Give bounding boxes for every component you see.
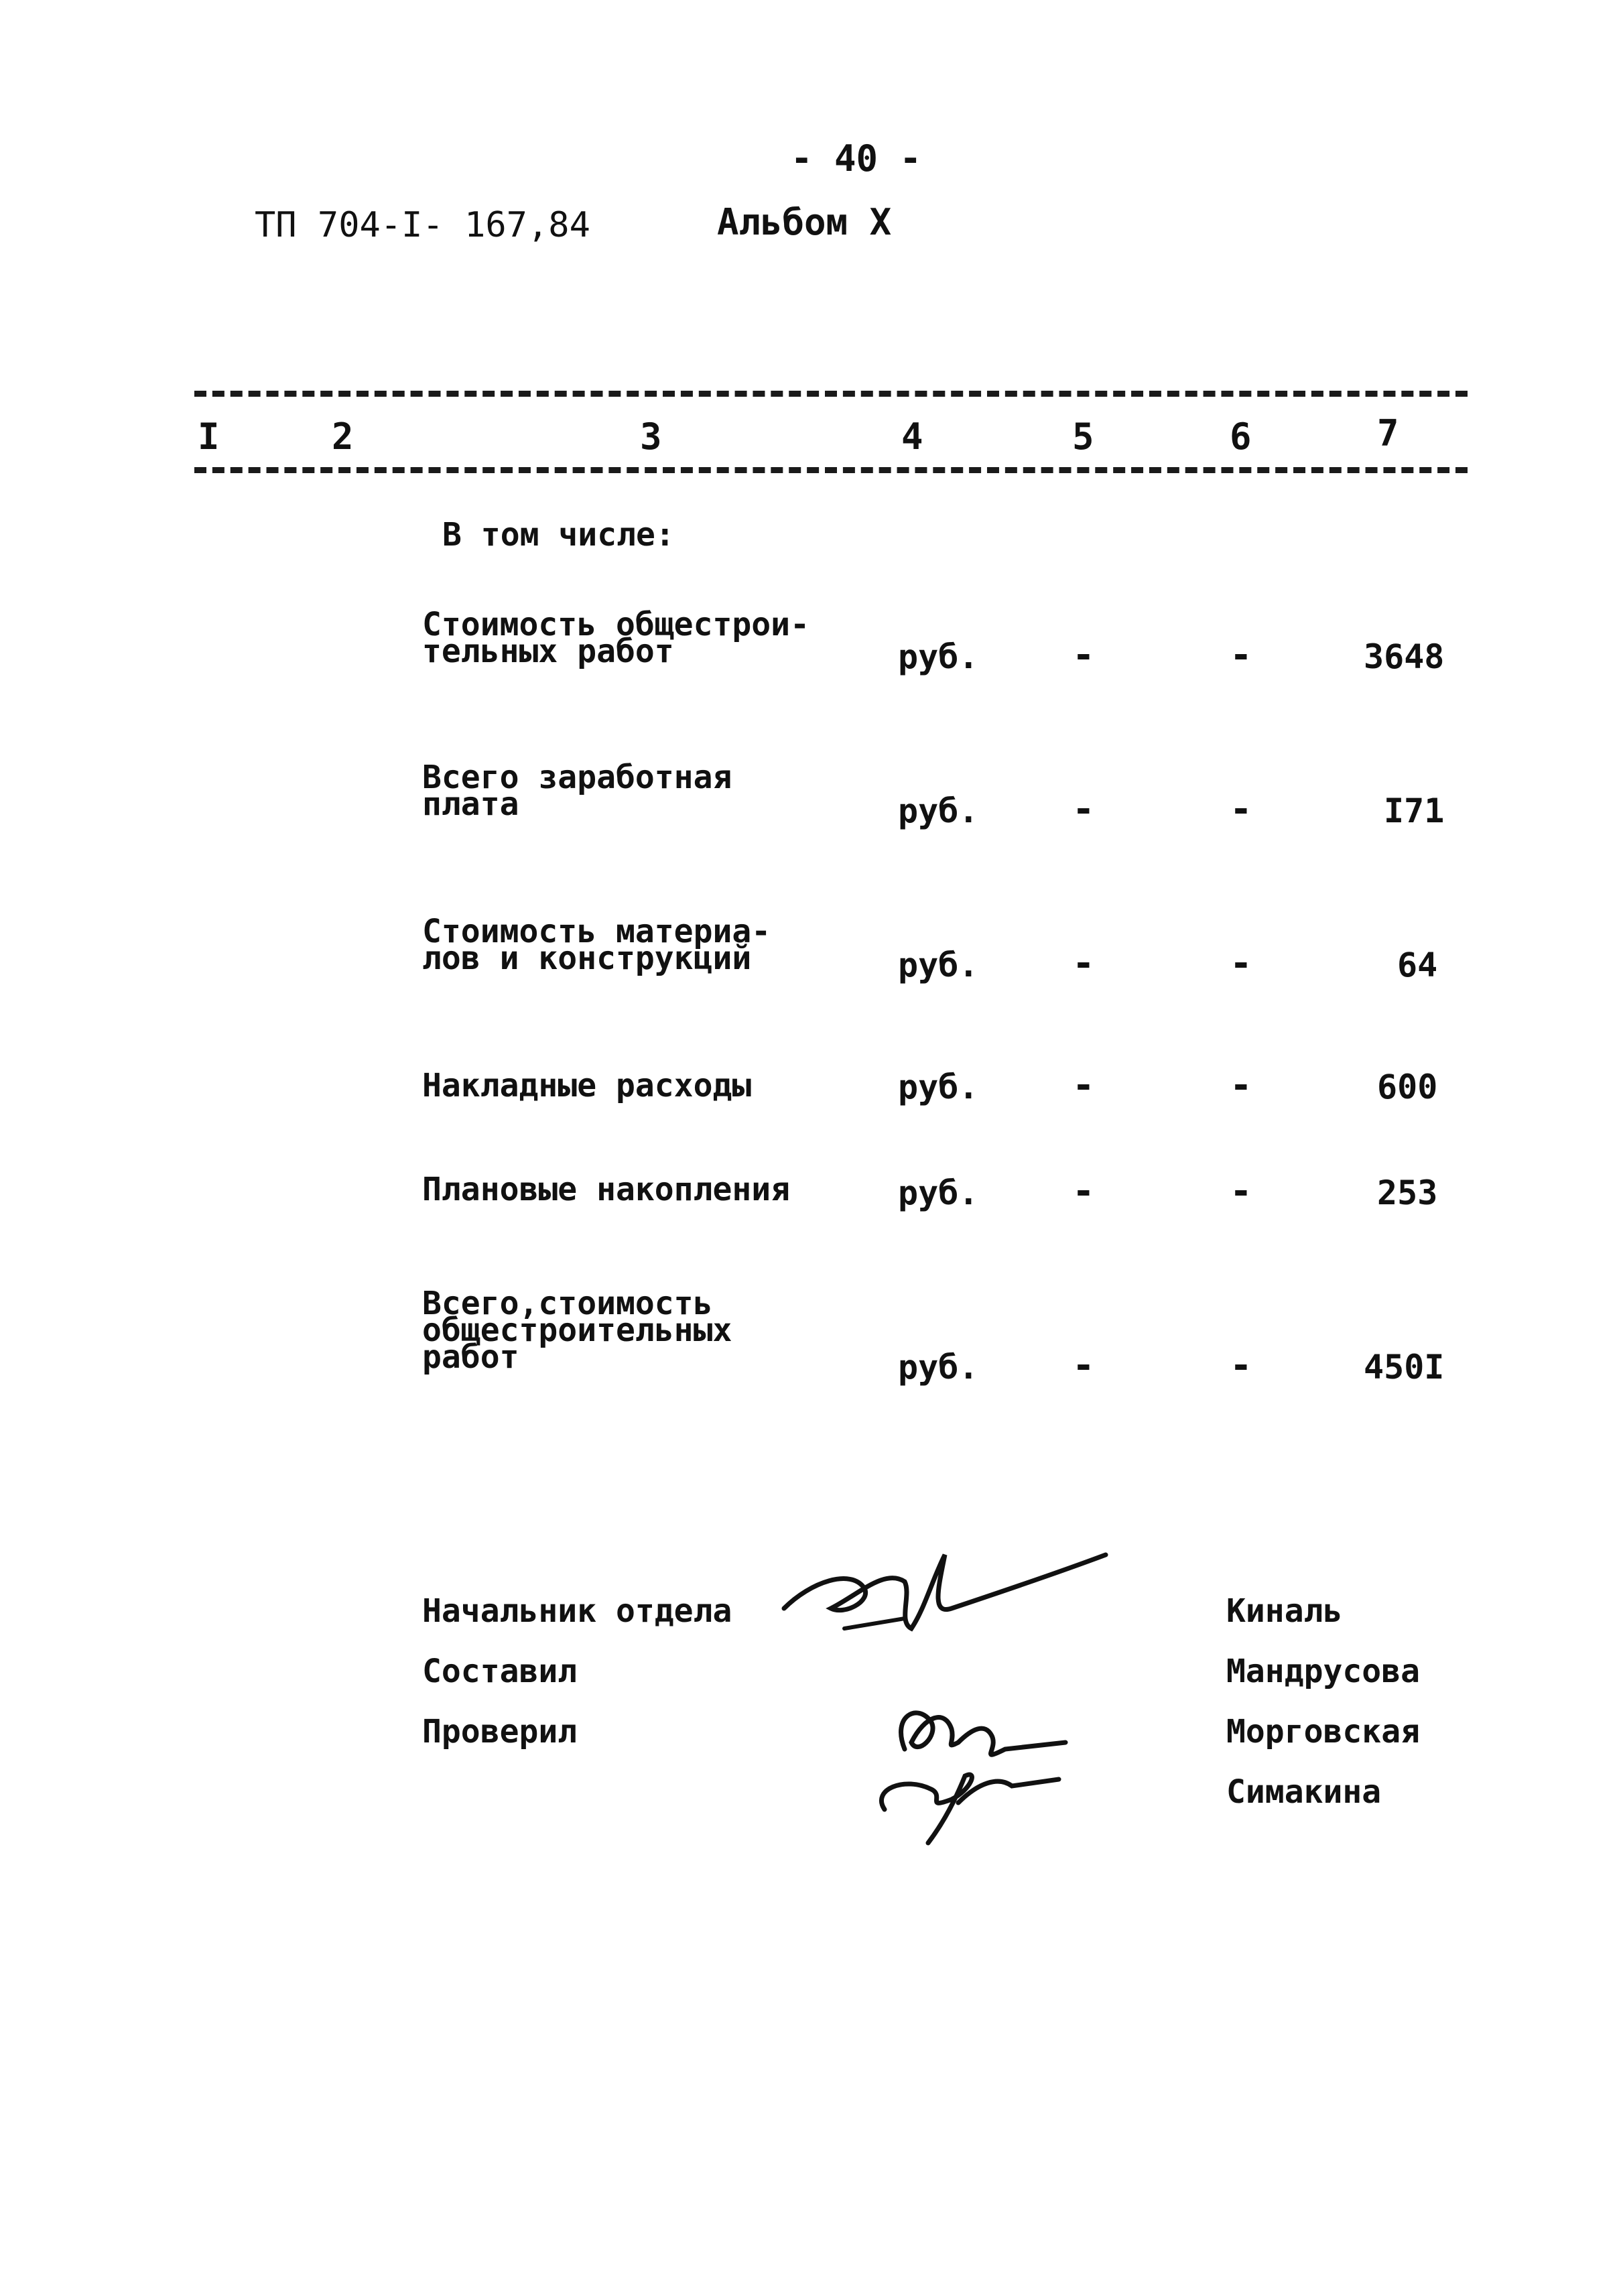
row-3-total: 64: [1397, 946, 1438, 984]
row-5-col6: -: [1230, 1169, 1252, 1213]
row-6-unit: руб.: [898, 1348, 979, 1387]
row-2-total: I71: [1384, 791, 1445, 830]
name-morgovskaya: Морговская: [1226, 1713, 1420, 1750]
row-1-unit: руб.: [898, 637, 979, 676]
row-4-col5: -: [1072, 1064, 1095, 1107]
name-kinal: Киналь: [1226, 1592, 1343, 1630]
column-number-6: 6: [1230, 416, 1252, 458]
table-header-rule: [194, 467, 1468, 473]
column-number-1: I: [198, 416, 220, 458]
role-department-head: Начальник отдела: [422, 1592, 732, 1630]
row-1-total: 3648: [1364, 637, 1445, 676]
row-3-col6: -: [1230, 942, 1252, 985]
role-checked-by: Проверил: [422, 1713, 578, 1750]
page-number: - 40 -: [791, 137, 922, 180]
name-mandrusova: Мандрусова: [1226, 1653, 1420, 1690]
role-compiled-by: Составил: [422, 1653, 578, 1690]
row-4-total: 600: [1377, 1068, 1438, 1106]
signature-scribble-1: [771, 1528, 1119, 1649]
row-2-col6: -: [1230, 787, 1252, 831]
row-1-col5: -: [1072, 633, 1095, 677]
row-3-description: Стоимость материа- лов и конструкций: [422, 913, 771, 977]
column-number-4: 4: [901, 416, 923, 458]
column-number-2: 2: [332, 416, 354, 458]
row-3-unit: руб.: [898, 946, 979, 984]
album-label: Альбом X: [717, 201, 892, 243]
row-1-col6: -: [1230, 633, 1252, 677]
row-1-description: Стоимость общестрои- тельных работ: [422, 606, 809, 670]
row-5-unit: руб.: [898, 1173, 979, 1212]
column-number-5: 5: [1072, 416, 1094, 458]
row-5-col5: -: [1072, 1169, 1095, 1213]
row-2-unit: руб.: [898, 791, 979, 830]
row-6-col5: -: [1072, 1344, 1095, 1387]
row-5-total: 253: [1377, 1173, 1438, 1212]
signature-scribble-2: [864, 1675, 1119, 1850]
name-simakina: Симакина: [1226, 1773, 1382, 1811]
row-6-col6: -: [1230, 1344, 1252, 1387]
row-2-col5: -: [1072, 787, 1095, 831]
table-top-rule: [194, 391, 1468, 397]
section-label: В том числе:: [442, 516, 675, 554]
row-2-description: Всего заработная плата: [422, 759, 732, 823]
row-4-description: Накладные расходы: [422, 1067, 752, 1104]
document-code: ТП 704-I- 167,84: [255, 205, 590, 245]
row-4-unit: руб.: [898, 1068, 979, 1106]
row-6-total: 450I: [1364, 1348, 1445, 1387]
row-5-description: Плановые накопления: [422, 1171, 791, 1208]
row-3-col5: -: [1072, 942, 1095, 985]
column-number-3: 3: [640, 416, 662, 458]
column-number-7: 7: [1377, 412, 1399, 454]
row-4-col6: -: [1230, 1064, 1252, 1107]
row-6-description: Всего,стоимость общестроительных работ: [422, 1285, 732, 1376]
